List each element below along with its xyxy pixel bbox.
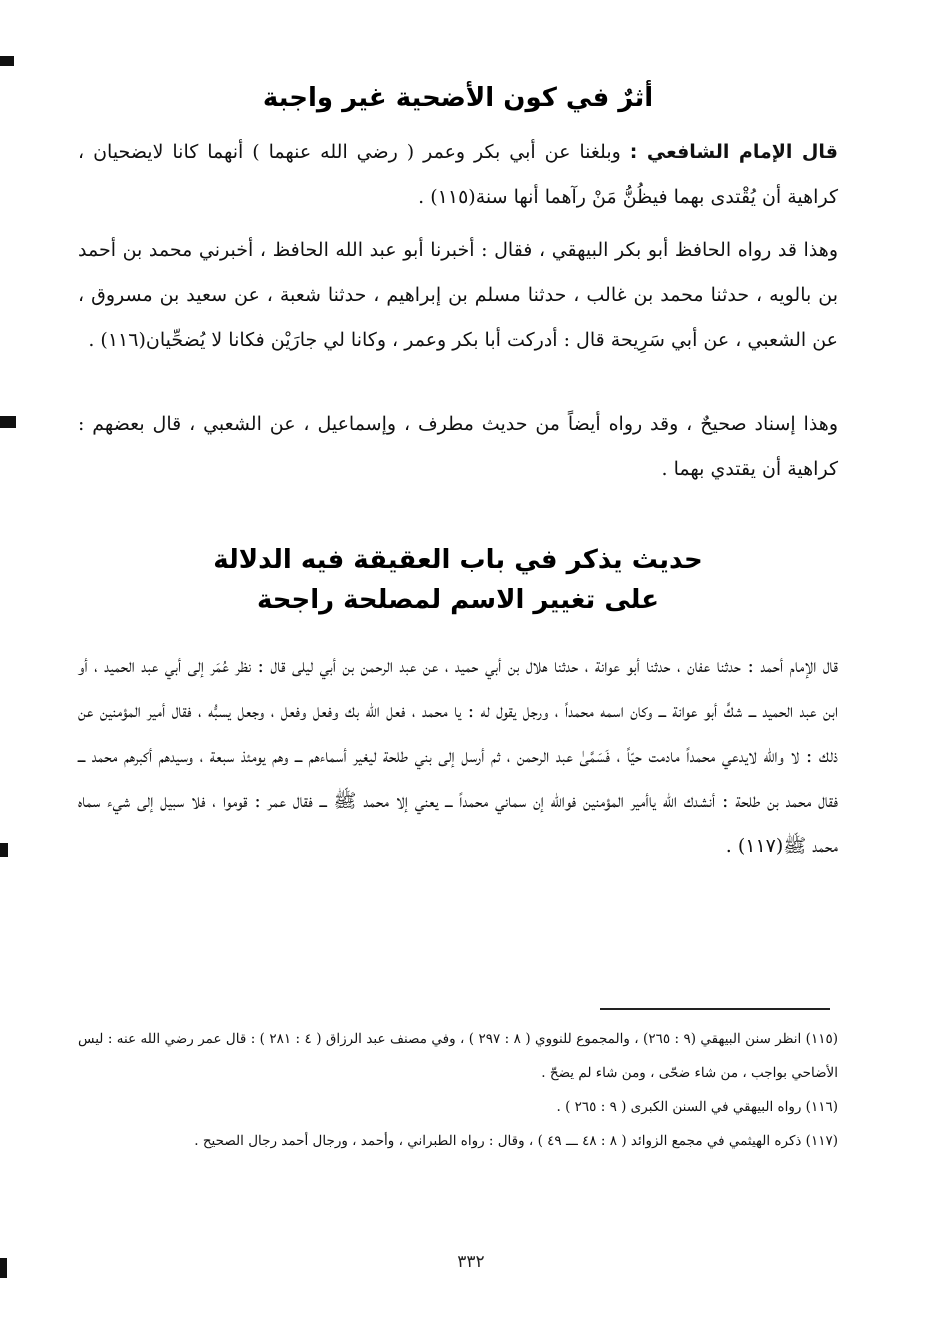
paragraph-text: وبلغنا عن أبي بكر وعمر ( رضي الله عنهما ) أنهما كانا لايضحيان ، كراهية أن يُقْتدى بهما فيظُنُّ مَنْ رآهما أنها سنة(١١٥) . (78, 141, 838, 208)
paragraph: قال الإمام أحمد : حدثنا عفان ، حدثنا أبو عوانة ، حدثنا هلال بن أبي حميد ، عن عبد الرحمن بن أبي ليلى قال : نظر عُمَر إلى أبي عبد الحميد ، أو ابن عبد الحميد ـــ شكَّ أبو عوانة ـــ وكان اسمه محمداً ، ورجل يقول له : يا محمد ، فعل الله بك وفعل وفعل ، وجعل يسبُّه ، فقال أمير المؤمنين عن ذلك : لا والله لايدعي محمداً مادمت حيّاً ، فَسَمَّىٰ عبد الرحمن ، ثم أرسل إلى بني طلحة ليغير أسماءهم ـــ وهم يومئذ سبعة ، وسيدهم أكبرهم محمد ـــ فقال محمد بن طلحة : أنشدك الله ياأمير المؤمنين فوالله إن سماني محمداً ـــ يعني إلا محمد ﷺ ـــ فقال عمر : قوموا ، فلا سبيل إلى شيء سماه محمد ﷺ(١١٧) . (78, 655, 838, 857)
scan-edge-mark (0, 416, 16, 428)
scan-edge-mark (0, 843, 8, 857)
section-body (78, 644, 838, 869)
paragraph: وهذا إسناد صحيحٌ ، وقد رواه أيضاً من حديث مطرف ، وإسماعيل ، عن الشعبي ، قال بعضهم : كراهية أن يقتدي بهما . (78, 413, 838, 480)
footnote: (١١٦) رواه البيهقي في السنن الكبرى ( ٩ : ٢٦٥ ) . (556, 1099, 838, 1115)
section-body (78, 402, 838, 492)
page-number: ٣٣٢ (457, 1252, 485, 1272)
section-body (78, 130, 838, 220)
paragraph (78, 130, 838, 220)
scan-edge-mark (0, 56, 14, 66)
section-title: أثرٌ في كون الأضحية غير واجبة (262, 83, 654, 113)
footnote-divider (600, 1008, 830, 1010)
section-title-line: حديث يذكر في باب العقيقة فيه الدلالة (213, 545, 703, 575)
footnote: (١١٧) ذكره الهيثمي في مجمع الزوائد ( ٨ : ٤٨ ـــ ٤٩ ) ، وقال : رواه الطبراني ، وأحمد ، ورجال أحمد رجال الصحيح . (194, 1133, 838, 1149)
section-title-line: على تغيير الاسم لمصلحة راجحة (256, 585, 659, 616)
paragraph-lead: قال الإمام الشافعي : (629, 141, 838, 163)
section-body (78, 228, 838, 363)
footnotes (78, 1022, 838, 1158)
section-title (78, 540, 838, 621)
footnote: (١١٥) انظر سنن البيهقي (٩ : ٢٦٥) ، والمجموع للنووي ( ٨ : ٢٩٧ ) ، وفي مصنف عبد الرزاق ( ٤ : ٢٨١ ) : قال عمر رضي الله عنه : ليس الأضاحي بواجب ، من شاء ضحّى ، ومن شاء لم يضحّ . (78, 1031, 838, 1081)
paragraph: وهذا قد رواه الحافظ أبو بكر البيهقي ، فقال : أخبرنا أبو عبد الله الحافظ ، أخبرني محمد بن أحمد بن بالويه ، حدثنا محمد بن غالب ، حدثنا مسلم بن إبراهيم ، حدثنا شعبة ، عن سعيد بن مسروق ، عن الشعبي ، عن أبي سَرِيحة قال : أدركت أبا بكر وعمر ، وكانا لي جارَيْن فكانا لا يُضحِّيان(١١٦) . (78, 239, 838, 351)
